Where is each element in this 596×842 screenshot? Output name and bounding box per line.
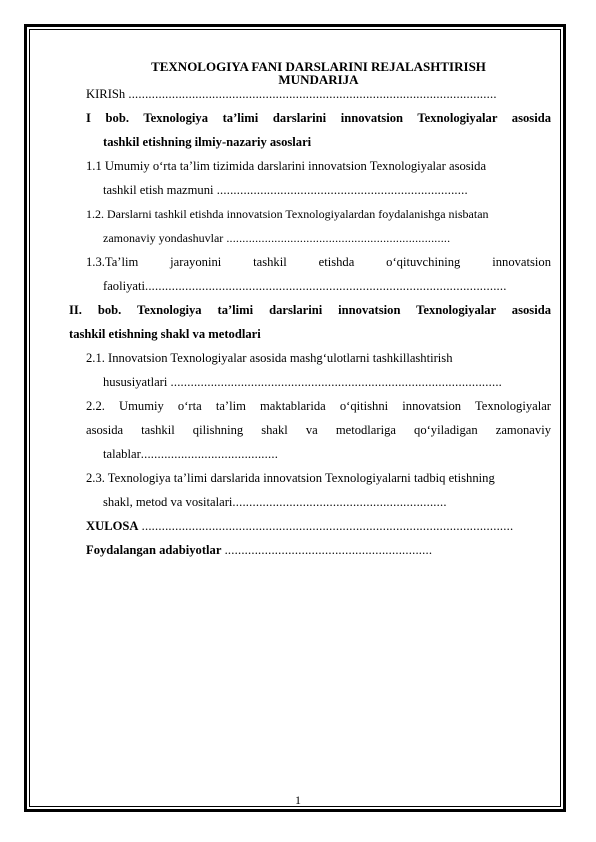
toc-section-2-1[interactable]: [86, 346, 551, 394]
toc-intro-label: KIRISh: [86, 87, 126, 101]
toc-section-2-2-line-2: asosida tashkil qilishning shakl va metodlariga qo‘yiladigan zamonaviy: [86, 423, 551, 437]
toc-chapter-1[interactable]: [86, 106, 551, 154]
toc-references-label: Foydalangan adabiyotlar: [86, 543, 222, 557]
toc-section-2-3-dots: ................................................................: [232, 495, 447, 509]
toc-section-2-1-line-1: 2.1. Innovatsion Texnologiyalar asosida mashg‘ulotlarni tashkillashtirish: [86, 351, 453, 365]
toc-references-dots: ..............................................................: [224, 543, 433, 557]
toc-section-2-2[interactable]: [86, 394, 551, 466]
toc-section-1-1-dots: ...........................................................................: [216, 183, 468, 197]
toc-section-2-3[interactable]: [86, 466, 551, 514]
title-line-1: TEXNOLOGIYA FANI DARSLARINI REJALASHTIRISH: [151, 59, 486, 74]
toc-section-1-1-line-2: tashkil etish mazmuni: [103, 183, 214, 197]
toc-section-1-1-line-1: 1.1 Umumiy o‘rta ta’lim tizimida darslarini innovatsion Texnologiyalar asosida: [86, 159, 487, 173]
toc-section-1-2-line-2: zamonaviy yondashuvlar: [103, 231, 224, 245]
toc-section-2-3-line-1: 2.3. Texnologiya ta’limi darslarida innovatsion Texnologiyalarni tadbiq etishning: [86, 471, 495, 485]
title-line-2: MUNDARIJA: [278, 72, 359, 87]
toc-section-2-2-dots: .........................................: [140, 447, 279, 461]
toc-chapter-2-line-1: II. bob. Texnologiya ta’limi darslarini innovatsion Texnologiyalar asosida: [69, 303, 551, 317]
toc-intro[interactable]: [86, 86, 551, 102]
toc-section-1-3[interactable]: [86, 250, 551, 298]
toc-chapter-2[interactable]: [69, 298, 551, 346]
toc-section-2-1-dots: ...................................................................................................: [170, 375, 503, 389]
toc-section-1-3-line-1: 1.3.Ta’lim jarayonini tashkil etishda o‘qituvchining innovatsion: [86, 255, 551, 269]
toc-conclusion-label: XULOSA: [86, 519, 139, 533]
toc-section-2-2-line-1: 2.2. Umumiy o‘rta ta’lim maktablarida o‘qitishni innovatsion Texnologiyalar: [86, 399, 551, 413]
toc-references[interactable]: [86, 538, 551, 562]
document-title: [86, 60, 551, 86]
toc-chapter-1-line-1: I bob. Texnologiya ta’limi darslarini innovatsion Texnologiyalar asosida: [86, 111, 551, 125]
toc-conclusion[interactable]: [86, 514, 551, 538]
toc-section-2-3-line-2: shakl, metod va vositalari: [103, 495, 233, 509]
toc-section-1-2[interactable]: [86, 202, 551, 250]
toc-section-1-3-line-2: faoliyati: [103, 279, 145, 293]
toc-section-1-3-dots: ............................................................................................................: [144, 279, 507, 293]
toc-intro-dots: ..............................................................................................................: [128, 87, 497, 101]
document-content: [69, 59, 551, 562]
toc-chapter-1-line-2: tashkil etishning ilmiy-nazariy asoslari: [103, 135, 312, 149]
toc-conclusion-dots: ...............................................................................................................: [141, 519, 514, 533]
page-number: 1: [295, 793, 301, 807]
toc-section-1-2-line-1: 1.2. Darslarni tashkil etishda innovatsion Texnologiyalardan foydalanishga nisbatan: [86, 207, 489, 221]
toc-section-1-1[interactable]: [86, 154, 551, 202]
toc-section-2-1-line-2: hususiyatlari: [103, 375, 168, 389]
toc-section-2-2-line-3: talablar: [103, 447, 141, 461]
toc-section-1-2-dots: ......................................................................: [226, 231, 451, 245]
toc-chapter-2-line-2: tashkil etishning shakl va metodlari: [69, 327, 261, 341]
